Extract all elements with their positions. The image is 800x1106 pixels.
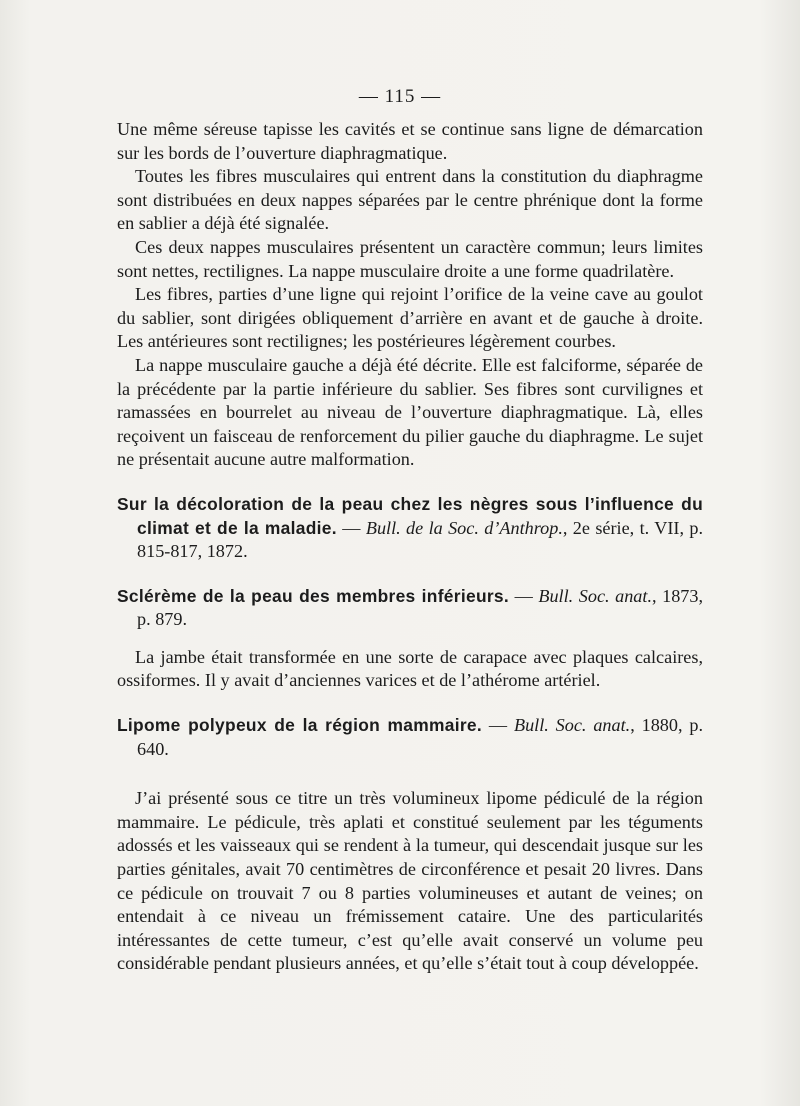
entry-journal: Bull. Soc. anat.: [538, 585, 652, 606]
intro-paragraph-5: La nappe musculaire gauche a déjà été décrite. Elle est falciforme, séparée de la précédente par la partie inférieure du sablier. Ses fibres sont curvilignes et ramassées en bourrelet au niveau de l’ouverture diaphragmatique. Là, elles reçoivent un faisceau de renforcement du pilier gauche du diaphragme. Le sujet ne présentait aucune autre malformation.: [117, 354, 703, 470]
page-number: — 115 —: [358, 86, 442, 107]
entry-heading: [117, 493, 703, 564]
entry-title: Sur la décoloration de la peau chez les nègres sous l’influence du climat et de la maladie.: [117, 493, 703, 538]
bibliography-entry: [117, 493, 703, 564]
entry-dash: —: [482, 715, 514, 736]
entry-dash: —: [509, 585, 539, 606]
entry-heading: [117, 585, 703, 632]
bibliography-entry: [117, 714, 703, 976]
entry-details: , 2e série, t. VII, p. 815-817, 1872.: [137, 517, 703, 562]
entry-body-paragraph: J’ai présenté sous ce titre un très volumineux lipome pédiculé de la région mammaire. Le pédicule, très aplati et constitué seulement par les téguments adossés et les vaisseaux qui se rendent à la tumeur, qui descendait jusque sur les parties génitales, avait 70 centimètres de circonférence et pesait 20 livres. Dans ce pédicule on trouvait 7 ou 8 parties volumineuses et autant de veines; on entendait à ce niveau un frémissement cataire. Une des particularités intéressantes de cette tumeur, c’est qu’elle avait conservé un volume peu considérable pendant plusieurs années, et qu’elle s’était tout à coup développée.: [117, 788, 703, 974]
page-body: [117, 118, 703, 976]
entry-dash: —: [336, 517, 366, 538]
entry-title: Lipome polypeux de la région mammaire.: [117, 715, 483, 736]
entry-body-paragraph: La jambe était transformée en une sorte de carapace avec plaques calcaires, ossiformes. Il y avait d’anciennes varices et de l’athérome artériel.: [117, 646, 703, 691]
intro-paragraph-2: Toutes les fibres musculaires qui entrent dans la constitution du diaphragme sont distribuées en deux nappes séparées par le centre phrénique dont la forme en sablier a déjà été signalée.: [117, 166, 703, 234]
entry-journal: Bull. Soc. anat.: [513, 715, 631, 736]
intro-paragraph-3: Ces deux nappes musculaires présentent un caractère commun; leurs limites sont nettes, rectilignes. La nappe musculaire droite a une forme quadrilatère.: [117, 236, 703, 281]
entry-title: Sclérème de la peau des membres inférieurs.: [117, 585, 510, 606]
entry-journal: Bull. de la Soc. d’Anthrop.: [365, 517, 563, 538]
intro-paragraph-1: Une même séreuse tapisse les cavités et se continue sans ligne de démarcation sur les bords de l’ouverture diaphragmatique.: [117, 119, 703, 163]
entry-details: , 1880, p. 640.: [137, 715, 704, 759]
entry-heading: [117, 714, 703, 761]
bibliography-entry: [117, 585, 703, 693]
entry-details: , 1873, p. 879.: [137, 585, 704, 630]
intro-paragraph-4: Les fibres, parties d’une ligne qui rejoint l’orifice de la veine cave au goulot du sablier, sont dirigées obliquement d’arrière en avant et de gauche à droite. Les antérieures sont rectilignes; les postérieures légèrement courbes.: [117, 284, 703, 352]
